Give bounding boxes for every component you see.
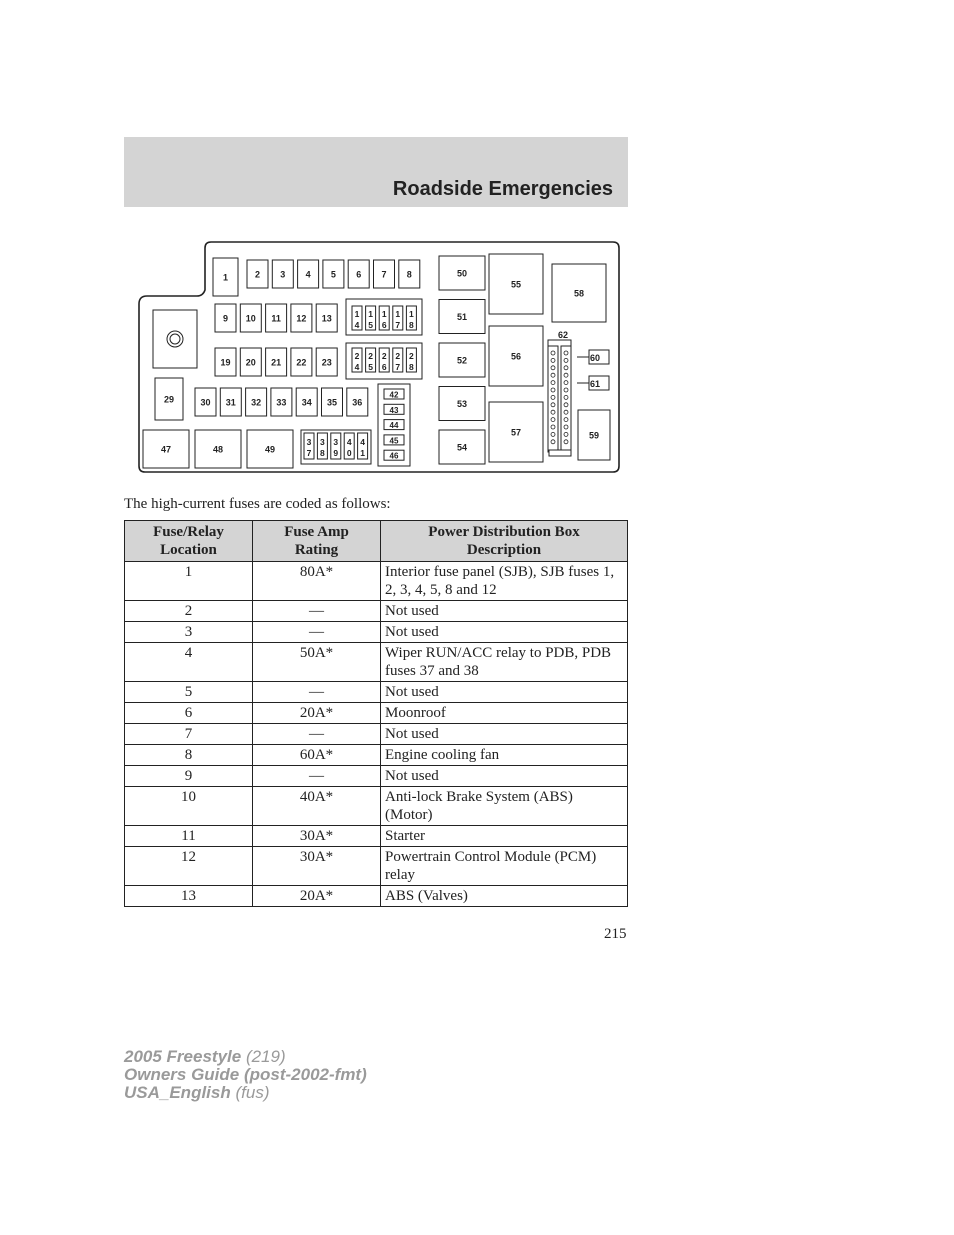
fuse-6-label: 6 bbox=[356, 269, 362, 280]
relay-54-label: 54 bbox=[456, 442, 468, 453]
fuse-2-label: 2 bbox=[254, 269, 261, 280]
table-row bbox=[125, 682, 628, 703]
table-row bbox=[125, 847, 628, 886]
amp-cell: 40A* bbox=[253, 787, 381, 826]
mini-fuse-26-digit: 6 bbox=[381, 362, 387, 372]
mini-fuse-40-digit: 0 bbox=[346, 448, 352, 458]
amp-cell: — bbox=[253, 622, 381, 643]
fuse-31-label: 31 bbox=[225, 397, 236, 408]
header-line: Rating bbox=[294, 542, 339, 558]
location-cell: 6 bbox=[125, 703, 253, 724]
description-cell: Wiper RUN/ACC relay to PDB, PDB fuses 37 and 38 bbox=[381, 643, 628, 682]
mini-fuse-25-digit: 2 bbox=[368, 351, 373, 361]
footer-line-2 bbox=[124, 1066, 367, 1084]
mini-fuse-40-digit: 4 bbox=[346, 437, 352, 447]
relay-55-label: 55 bbox=[510, 279, 522, 290]
amp-cell: — bbox=[253, 601, 381, 622]
description-cell: Not used bbox=[381, 622, 628, 643]
mini-fuse-39-digit: 9 bbox=[333, 448, 339, 458]
connector-60-label: 60 bbox=[589, 353, 601, 363]
mini-fuse-41-digit: 4 bbox=[360, 437, 365, 447]
relay-50-label: 50 bbox=[456, 268, 468, 279]
footer-lang-code: (fus) bbox=[235, 1083, 270, 1102]
table-row bbox=[125, 643, 628, 682]
mini-fuse-27-digit: 2 bbox=[395, 351, 401, 361]
fuse-45-label: 45 bbox=[389, 436, 399, 446]
fuse-34-label: 34 bbox=[301, 397, 312, 408]
description-cell: Anti-lock Brake System (ABS) (Motor) bbox=[381, 787, 628, 826]
fuse-22-label: 22 bbox=[296, 357, 307, 368]
fuse-4-label: 4 bbox=[305, 269, 311, 280]
section-header bbox=[124, 137, 628, 207]
fuse-30-label: 30 bbox=[200, 397, 211, 408]
fuse-42-label: 42 bbox=[389, 390, 399, 400]
footer-locale: USA_English bbox=[124, 1083, 231, 1102]
table-row bbox=[125, 562, 628, 601]
amp-cell: 50A* bbox=[253, 643, 381, 682]
description-cell: Not used bbox=[381, 766, 628, 787]
location-cell: 3 bbox=[125, 622, 253, 643]
fuse-44-label: 44 bbox=[389, 421, 399, 431]
mini-fuse-15-digit: 1 bbox=[368, 309, 373, 319]
amp-cell: 30A* bbox=[253, 826, 381, 847]
fuse-3-label: 3 bbox=[280, 269, 286, 280]
amp-cell: 20A* bbox=[253, 886, 381, 907]
fuse-10-label: 10 bbox=[245, 313, 256, 324]
mini-fuse-18-digit: 8 bbox=[409, 320, 414, 330]
section-title: Roadside Emergencies bbox=[392, 178, 613, 200]
fuse-36-label: 36 bbox=[352, 397, 363, 408]
fuse-20-label: 20 bbox=[245, 357, 256, 368]
location-cell: 5 bbox=[125, 682, 253, 703]
table-row bbox=[125, 703, 628, 724]
amp-cell: — bbox=[253, 724, 381, 745]
fuse-8-label: 8 bbox=[406, 269, 412, 280]
location-cell: 13 bbox=[125, 886, 253, 907]
mini-fuse-18-digit: 1 bbox=[409, 309, 414, 319]
table-row bbox=[125, 886, 628, 907]
table-row bbox=[125, 601, 628, 622]
location-cell: 9 bbox=[125, 766, 253, 787]
table-row bbox=[125, 826, 628, 847]
fuse-7-label: 7 bbox=[381, 269, 387, 280]
intro-text: The high-current fuses are coded as follows: bbox=[124, 496, 391, 512]
mini-fuse-25-digit: 5 bbox=[368, 362, 373, 372]
relay-52-label: 52 bbox=[456, 355, 468, 366]
location-cell: 10 bbox=[125, 787, 253, 826]
amp-cell: — bbox=[253, 766, 381, 787]
footer-line-1 bbox=[124, 1048, 367, 1066]
header-line: Location bbox=[160, 542, 217, 558]
socket-housing bbox=[153, 310, 197, 368]
fuse-box-diagram bbox=[137, 240, 623, 476]
mini-fuse-15-digit: 5 bbox=[368, 320, 373, 330]
page-number: 215 bbox=[604, 926, 627, 942]
header-line: Power Distribution Box bbox=[428, 524, 580, 540]
amp-cell: 30A* bbox=[253, 847, 381, 886]
mini-fuse-14-digit: 1 bbox=[354, 309, 360, 319]
location-cell: 8 bbox=[125, 745, 253, 766]
amp-cell: 80A* bbox=[253, 562, 381, 601]
mini-fuse-24-digit: 2 bbox=[354, 351, 360, 361]
connector-62-top bbox=[548, 340, 571, 346]
footer-page-code: (219) bbox=[245, 1047, 286, 1066]
fuse-1-label: 1 bbox=[222, 272, 229, 283]
header-line: Fuse/Relay bbox=[153, 524, 224, 540]
amp-cell: — bbox=[253, 682, 381, 703]
fuse-19-label: 19 bbox=[220, 357, 231, 368]
header-line: Description bbox=[466, 542, 542, 558]
connector-61-label: 61 bbox=[589, 379, 601, 389]
fuse-47-label: 47 bbox=[160, 444, 172, 455]
table-row bbox=[125, 787, 628, 826]
mini-fuse-16-digit: 1 bbox=[381, 309, 387, 319]
table-header-row bbox=[125, 521, 628, 562]
description-cell: Moonroof bbox=[381, 703, 628, 724]
mini-fuse-16-digit: 6 bbox=[381, 320, 387, 330]
fuse-43-label: 43 bbox=[389, 405, 399, 415]
location-cell: 1 bbox=[125, 562, 253, 601]
mini-fuse-17-digit: 1 bbox=[395, 309, 401, 319]
fuse-5-label: 5 bbox=[330, 269, 336, 280]
relay-53-label: 53 bbox=[456, 399, 468, 409]
amp-cell: 60A* bbox=[253, 745, 381, 766]
mini-fuse-24-digit: 4 bbox=[354, 362, 360, 372]
mini-fuse-38-digit: 3 bbox=[320, 437, 325, 447]
description-cell: ABS (Valves) bbox=[381, 886, 628, 907]
description-cell: Engine cooling fan bbox=[381, 745, 628, 766]
location-cell: 11 bbox=[125, 826, 253, 847]
relay-58-label: 58 bbox=[573, 288, 585, 299]
relay-57-label: 57 bbox=[510, 427, 522, 438]
location-cell: 12 bbox=[125, 847, 253, 886]
table-row bbox=[125, 724, 628, 745]
description-cell: Interior fuse panel (SJB), SJB fuses 1, 2, 3, 4, 5, 8 and 12 bbox=[381, 562, 628, 601]
fuse-46-label: 46 bbox=[389, 451, 399, 461]
footer-model: 2005 Freestyle bbox=[124, 1047, 242, 1066]
mini-fuse-39-digit: 3 bbox=[333, 437, 339, 447]
description-cell: Powertrain Control Module (PCM) relay bbox=[381, 847, 628, 886]
fuse-23-label: 23 bbox=[321, 357, 332, 368]
description-cell: Not used bbox=[381, 601, 628, 622]
fuse-32-label: 32 bbox=[251, 397, 262, 408]
footer-line-3 bbox=[124, 1084, 367, 1102]
fuse-21-label: 21 bbox=[271, 357, 282, 368]
location-cell: 4 bbox=[125, 643, 253, 682]
table-row bbox=[125, 622, 628, 643]
description-cell: Starter bbox=[381, 826, 628, 847]
fuse-33-label: 33 bbox=[276, 397, 287, 408]
fuse-13-label: 13 bbox=[321, 313, 332, 324]
fuse-35-label: 35 bbox=[326, 397, 338, 408]
mini-fuse-41-digit: 1 bbox=[360, 448, 365, 458]
fuse-11-label: 11 bbox=[271, 313, 281, 324]
fuse-48-label: 48 bbox=[212, 444, 224, 455]
column-header-description bbox=[381, 521, 628, 562]
fuse-12-label: 12 bbox=[296, 313, 307, 324]
mini-fuse-38-digit: 8 bbox=[320, 448, 325, 458]
fuse-29-label: 29 bbox=[163, 394, 175, 405]
table-row bbox=[125, 766, 628, 787]
relay-56-label: 56 bbox=[510, 351, 522, 362]
mini-fuse-27-digit: 7 bbox=[395, 362, 401, 372]
location-cell: 2 bbox=[125, 601, 253, 622]
description-cell: Not used bbox=[381, 682, 628, 703]
mini-fuse-37-digit: 3 bbox=[306, 437, 312, 447]
fuse-9-label: 9 bbox=[222, 313, 229, 324]
relay-51-label: 51 bbox=[456, 312, 468, 322]
table-row bbox=[125, 745, 628, 766]
connector-62-label: 62 bbox=[557, 330, 569, 340]
column-header-location bbox=[125, 521, 253, 562]
mini-fuse-26-digit: 2 bbox=[381, 351, 387, 361]
footer-guide: Owners Guide (post-2002-fmt) bbox=[124, 1065, 367, 1084]
header-line: Fuse Amp bbox=[284, 524, 349, 540]
column-header-amp bbox=[253, 521, 381, 562]
location-cell: 7 bbox=[125, 724, 253, 745]
mini-fuse-28-digit: 2 bbox=[409, 351, 414, 361]
mini-fuse-37-digit: 7 bbox=[306, 448, 312, 458]
fuse-table bbox=[124, 520, 628, 907]
document-footer bbox=[124, 1048, 367, 1102]
relay-59-label: 59 bbox=[588, 430, 600, 441]
mini-fuse-28-digit: 8 bbox=[409, 362, 414, 372]
mini-fuse-17-digit: 7 bbox=[395, 320, 401, 330]
connector-62-base bbox=[549, 450, 571, 456]
mini-fuse-14-digit: 4 bbox=[354, 320, 360, 330]
amp-cell: 20A* bbox=[253, 703, 381, 724]
description-cell: Not used bbox=[381, 724, 628, 745]
fuse-49-label: 49 bbox=[264, 444, 276, 455]
